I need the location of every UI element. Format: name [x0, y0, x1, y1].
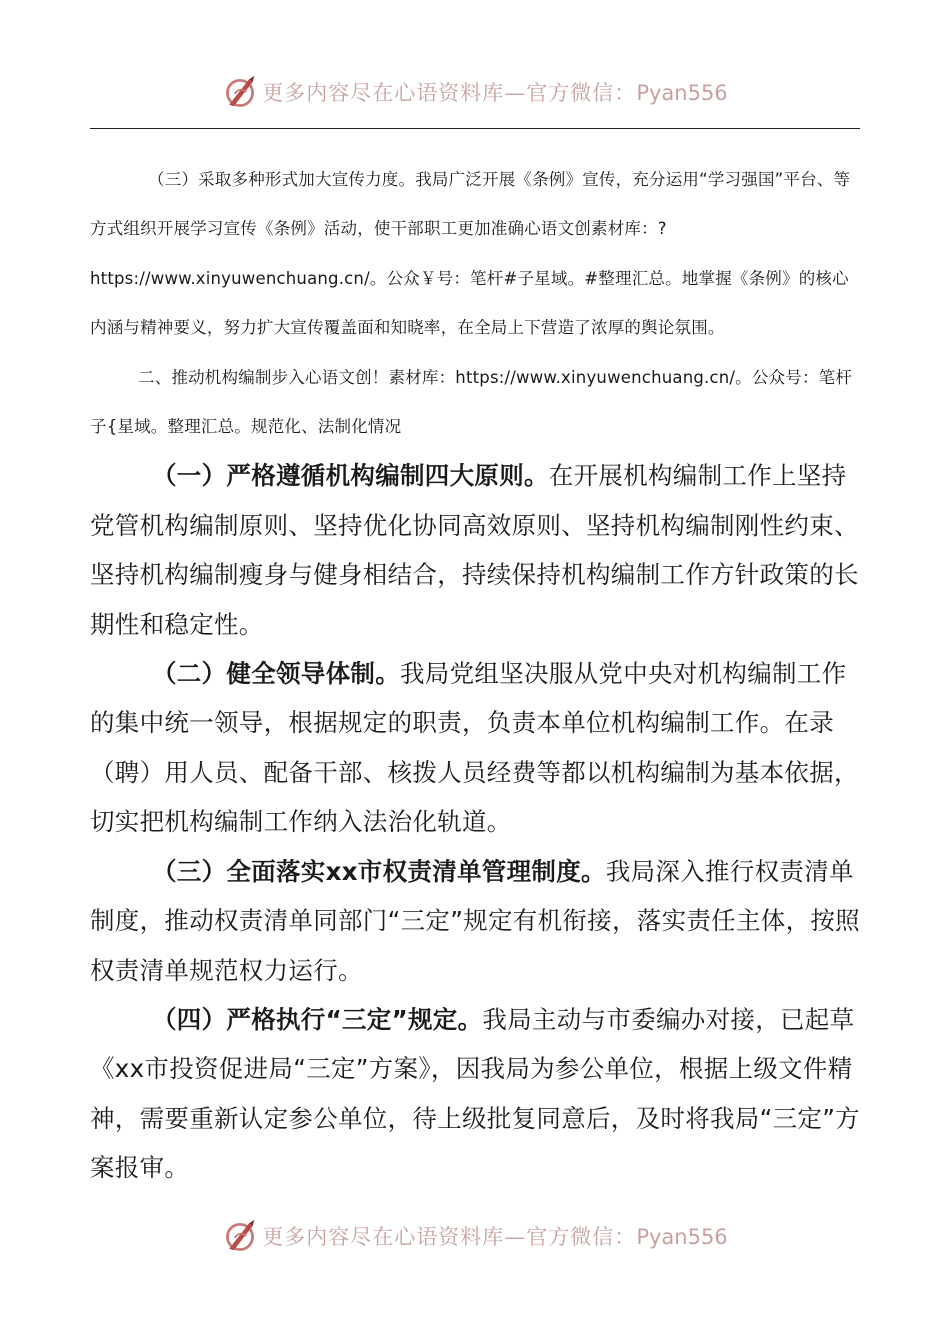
header-divider [90, 128, 860, 129]
pen-logo-icon [222, 1218, 258, 1254]
header-watermark [0, 72, 950, 112]
paragraph-leadership [90, 649, 860, 847]
paragraph-three-determinations [90, 995, 860, 1193]
paragraph-publicity: （三）采取多种形式加大宣传力度。我局广泛开展《条例》宣传，充分运用“学习强国”平台、等方式组织开展学习宣传《条例》活动，使干部职工更加准确心语文创素材库：?https://www.xinyuwenchuang.cn/。公众￥号：笔杆#子星域。#整理汇总。地掌握《条例》的核心内涵与精神要义，努力扩大宣传覆盖面和知晓率，在全局上下营造了浓厚的舆论氛围。 [90, 170, 851, 338]
pen-logo-icon [222, 74, 258, 110]
leadership-heading: （二）健全领导体制。 [152, 659, 400, 689]
watermark-text: 更多内容尽在心语资料库—官方微信：Pyan556 [262, 81, 728, 105]
responsibility-list-heading: （三）全面落实xx市权责清单管理制度。 [152, 856, 606, 886]
principles-body: 在开展机构编制工作上坚持党管机构编制原则、坚持优化协同高效原则、坚持机构编制刚性约束、坚持机构编制瘦身与健身相结合，持续保持机构编制工作方针政策的长期性和稳定性。 [90, 461, 859, 639]
paragraph-section-two-heading: 二、推动机构编制步入心语文创！素材库：https://www.xinyuwenchuang.cn/。公众号：笔杆子{星域。整理汇总。规范化、法制化情况 [90, 367, 853, 437]
document-body [90, 155, 860, 1193]
responsibility-list-body: 我局深入推行权责清单制度，推动权责清单同部门“三定”规定有机衔接，落实责任主体，按照权责清单规范权力运行。 [90, 856, 860, 985]
paragraph-principles [90, 451, 860, 649]
footer-watermark [0, 1216, 950, 1256]
leadership-body: 我局党组坚决服从党中央对机构编制工作的集中统一领导，根据规定的职责，负责本单位机构编制工作。在录（聘）用人员、配备干部、核拨人员经费等都以机构编制为基本依据，切实把机构编制工作纳入法治化轨道。 [90, 659, 859, 837]
paragraph-responsibility-list [90, 847, 860, 995]
principles-heading: （一）严格遵循机构编制四大原则。 [152, 461, 549, 491]
three-determinations-body: 我局主动与市委编办对接，已起草《xx市投资促进局“三定”方案》，因我局为参公单位，根据上级文件精神，需要重新认定参公单位，待上级批复同意后，及时将我局“三定”方案报审。 [90, 1004, 860, 1183]
three-determinations-heading: （四）严格执行“三定”规定。 [152, 1004, 483, 1034]
watermark-text: 更多内容尽在心语资料库—官方微信：Pyan556 [262, 1225, 728, 1249]
